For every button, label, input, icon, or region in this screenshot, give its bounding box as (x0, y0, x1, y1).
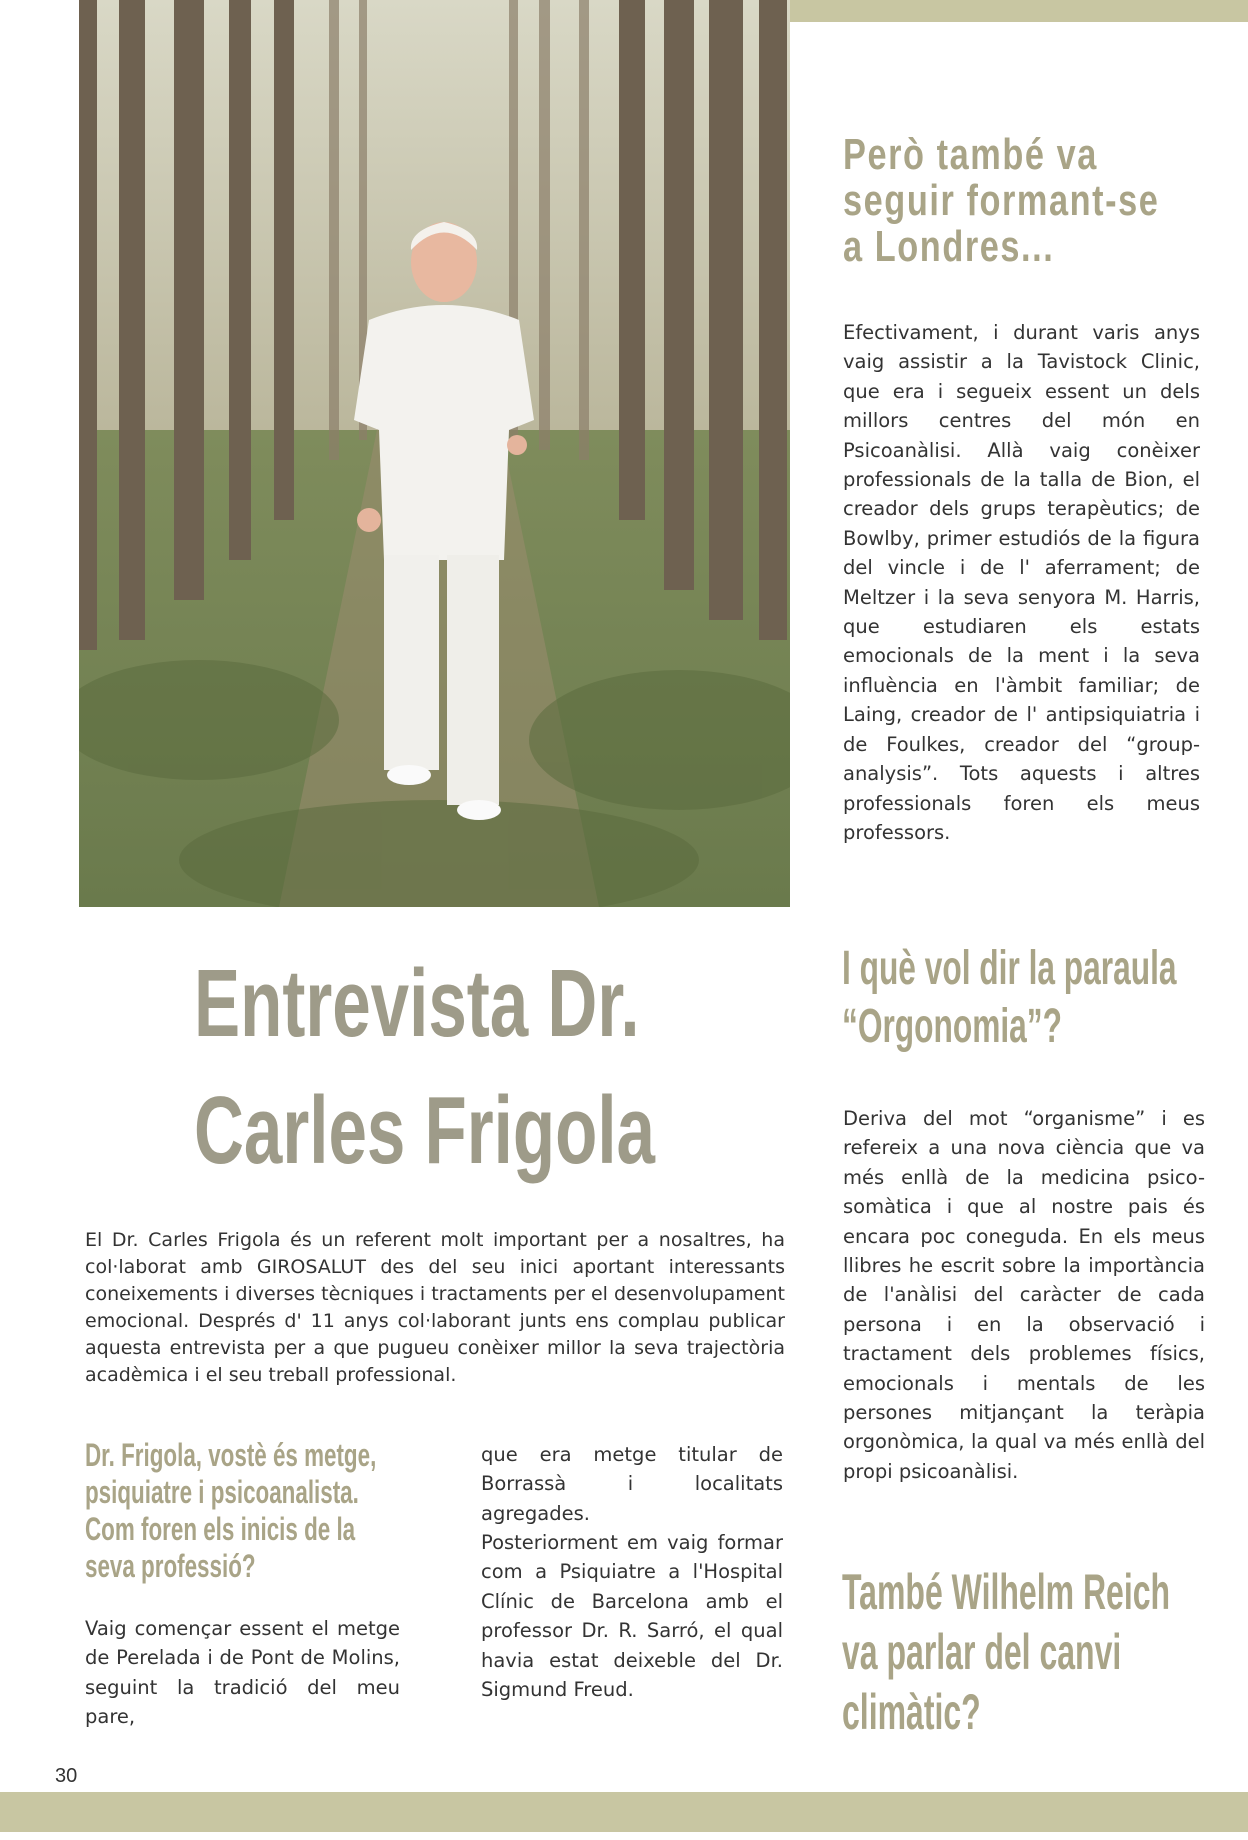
article-title-line1: Entrevista Dr. (194, 950, 640, 1057)
article-title-line2: Carles Frigola (194, 1077, 655, 1184)
bottom-decorative-band (0, 1792, 1248, 1832)
intro-paragraph: El Dr. Carles Frigola és un referent molt important per a nosaltres, ha col·laborat amb GIROSALUT des del seu inici aportant interessants coneixements i diverses tècniques i tractaments per el desenvolupament emocional. Després d' 11 anys col·laborant junts ens complau publicar aquesta entrevista per a que pugueu conèixer millor la seva trajectòria acadèmica i el seu treball professional. (85, 1229, 785, 1386)
london-question-heading: Però també va seguir formant-se a Londres... (843, 130, 1160, 271)
first-question-heading: Dr. Frigola, vostè és metge, psiquiatre i psicoanalista. Com foren els inicis de la seva professió? (85, 1437, 377, 1584)
first-answer-paragraph2: Posteriorment em vaig formar com a Psiquiatre a l'Hospital Clínic de Barcelona amb el professor Dr. R. Sarró, el qual havia estat deixeble del Dr. Sigmund Freud. (481, 1531, 783, 1702)
first-answer-continued: que era metge titular de Borrassà i localitats agregades. (481, 1443, 783, 1525)
portrait-photo (79, 0, 790, 907)
reich-question-heading: També Wilhelm Reich va parlar del canvi climàtic? (842, 1564, 1171, 1740)
page-number: 30 (55, 1765, 78, 1787)
top-decorative-band (790, 0, 1248, 22)
article-title (194, 940, 698, 1194)
orgonomia-question-heading: I què vol dir la paraula “Orgonomia”? (842, 942, 1177, 1053)
london-answer-text: Efectivament, i durant varis anys vaig assistir a la Tavistock Clinic, que era i segueix essent un dels millors centres del món en Psicoanàlisi. Allà vaig conèixer professionals de la talla de Bion, el creador dels grups terapèutics; de Bowlby, primer estudiós de la figura del vincle i de l' aferrament; de Meltzer i la seva senyora M. Harris, que estudiaren els estats emocionals de la ment i la seva influència en l'àmbit familiar; de Laing, creador de l' antipsiquiatria i de Foulkes, creador del “group-analysis”. Tots aquests i altres professionals foren els meus professors. (843, 321, 1200, 844)
orgonomia-answer-text: Deriva del mot “organisme” i es refereix a una nova ciència que va més enllà de la medicina psico-somàtica i que al nostre pais és encara poc coneguda. En els meus llibres he escrit sobre la importància de l'anàlisi del caràcter de cada persona i en la observació i tractament dels problemes físics, emocionals i mentals de les persones mitjançant la teràpia orgonòmica, la qual va més enllà del propi psicoanàlisi. (843, 1107, 1205, 1483)
first-answer-text: Vaig començar essent el metge de Perelada i de Pont de Molins, seguint la tradició del meu pare, (85, 1617, 400, 1729)
